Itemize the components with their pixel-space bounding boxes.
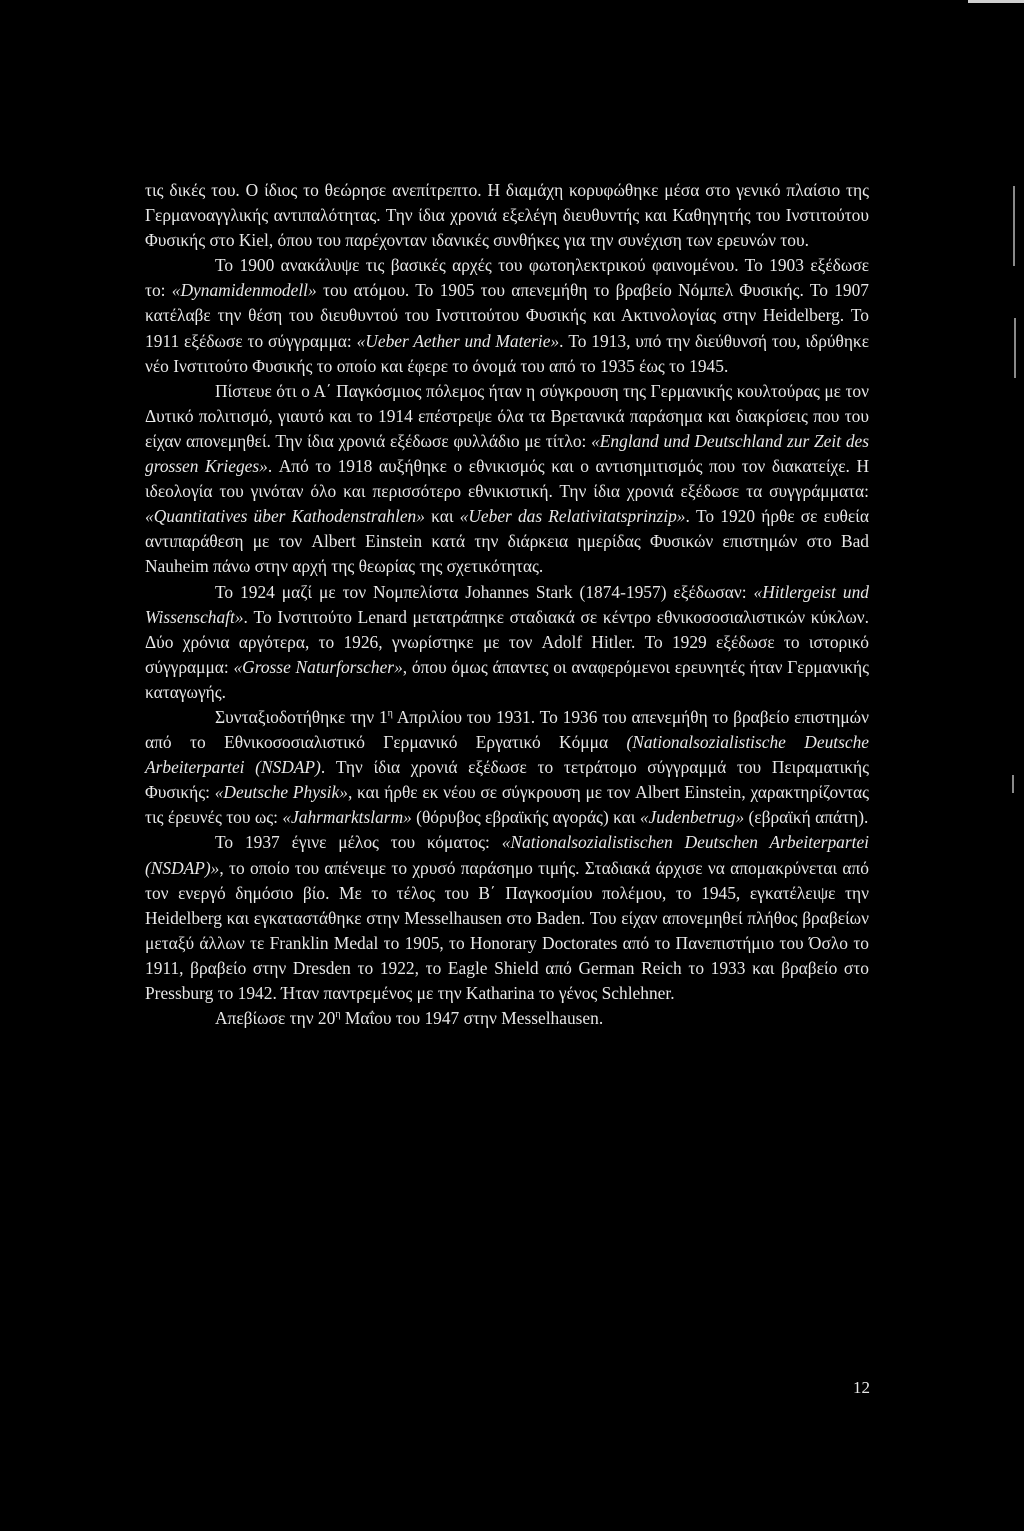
- text-run: (εβραϊκή απάτη).: [744, 807, 869, 828]
- italic-title: «Jahrmarktslarm»: [282, 807, 412, 828]
- text-run: (θόρυβος εβραϊκής αγοράς) και: [411, 807, 640, 828]
- ordinal-superscript: η: [387, 708, 393, 720]
- paragraph: [145, 178, 869, 253]
- italic-title: «Nationalsozialistischen Deutschen Arbeiterpartei (NSDAP)»: [145, 832, 870, 878]
- text-run: , όπου όμως άπαντες οι αναφερόμενοι ερευνητές ήταν Γερμανικής καταγωγής.: [145, 656, 870, 702]
- paragraph: [145, 830, 869, 1006]
- text-run: Πίστευε ότι ο Α΄ Παγκόσμιος πόλεμος ήταν η σύγκρουση της Γερμανικής κουλτούρας με τον Δυτικό πολιτισμό, γιαυτό και το 1914 επέστρεψε όλα τα Βρετανικά παράσημα και διακρίσεις που του είχαν απονεμηθεί. Την ίδια χρονιά εξέδωσε φυλλάδιο με τίτλο:: [145, 380, 869, 451]
- italic-title: (Nationalsozialistische Deutsche Arbeiterpartei (NSDAP): [145, 732, 869, 778]
- scan-edge-mark: [1012, 775, 1014, 793]
- scan-edge-mark: [1014, 318, 1016, 378]
- text-run: και: [424, 506, 460, 527]
- italic-title: «England und Deutschland zur Zeit des grossen Krieges»: [145, 430, 869, 477]
- text-run: , και ήρθε εκ νέου σε σύγκρουση με τον Albert Einstein, χαρακτηρίζοντας τις έρευνές του ως:: [145, 782, 869, 828]
- italic-title: «Hitlergeist und Wissenschaft»: [145, 581, 869, 627]
- text-run: τις δικές του. Ο ίδιος το θεώρησε ανεπίτρεπτο. Η διαμάχη κορυφώθηκε μέσα στο γενικό πλαίσιο της Γερμανοαγγλικής αντιπαλότητας. Την ίδια χρονιά εξελέγη διευθυντής και Καθηγητής του Ινστιτούτου Φυσικής στο Kiel, όπου του παρέχονταν ιδανικές συνθήκες για την συνέχιση των ερευνών του.: [145, 180, 869, 251]
- ordinal-superscript: η: [335, 1009, 341, 1021]
- text-run: Απεβίωσε την 20: [215, 1008, 336, 1029]
- paragraph: [145, 705, 869, 830]
- text-run: . Από το 1918 αυξήθηκε ο εθνικισμός και ο αντισημιτισμός που τον διακατείχε. Η ιδεολογία του γινόταν όλο και περισσότερο εθνικιστική. Την ίδια χρονιά εξέδωσε τα συγγράμματα:: [145, 456, 869, 502]
- text-run: Συνταξιοδοτήθηκε την 1: [215, 706, 388, 727]
- scan-edge-mark: [1013, 186, 1015, 266]
- text-run: . Το 1920 ήρθε σε ευθεία αντιπαράθεση με τον Albert Einstein κατά την διάρκεια ημερίδας Φυσικών επιστημών στο Bad Nauheim πάνω στην αρχή της θεωρίας της σχετικότητας.: [145, 506, 869, 577]
- text-run: Το 1937 έγινε μέλος του κόματος:: [215, 832, 502, 853]
- italic-title: «Deutsche Physik»: [214, 782, 348, 803]
- text-run: . Το 1913, υπό την διεύθυνσή του, ιδρύθηκε νέο Ινστιτούτο Φυσικής το οποίο και έφερε το όνομά του από το 1935 έως το 1945.: [145, 330, 869, 376]
- text-run: . Την ίδια χρονιά εξέδωσε το τετράτομο σύγγραμμά του Πειραματικής Φυσικής:: [145, 757, 869, 803]
- text-run: Το 1924 μαζί με τον Νομπελίστα Johannes Stark (1874-1957) εξέδωσαν:: [215, 581, 754, 602]
- italic-title: «Grosse Naturforscher»: [233, 656, 403, 677]
- italic-title: «Ueber das Relativitatsprinzip»: [459, 506, 686, 527]
- text-run: , το οποίο του απένειμε το χρυσό παράσημο τιμής. Σταδιακά άρχισε να απομακρύνεται από τον ενεργό δημόσιο βίο. Με το τέλος του Β΄ Παγκοσμίου πολέμου, το 1945, εγκατέλειψε την Heidelberg και εγκαταστάθηκε στην Messelhausen στο Baden. Του είχαν απονεμηθεί πλήθος βραβείων μεταξύ άλλων τε Franklin Medal το 1905, το Honorary Doctorates από το Πανεπιστήμιο του Όσλο το 1911, βραβείο στην Dresden το 1922, το Eagle Shield από German Reich το 1933 και βραβείο στο Pressburg το 1942. Ήταν παντρεμένος με την Katharina το γένος Schlehner.: [145, 857, 869, 1003]
- italic-title: «Quantitatives über Kathodenstrahlen»: [145, 506, 425, 527]
- italic-title: «Dynamidenmodell»: [171, 280, 317, 301]
- text-run: . Το Ινστιτούτο Lenard μετατράπηκε σταδιακά σε κέντρο εθνικοσοσιαλιστικών κύκλων. Δύο χρόνια αργότερα, το 1926, γνωρίστηκε με τον Adolf Hitler. Το 1929 εξέδωσε το ιστορικό σύγγραμμα:: [145, 606, 869, 677]
- page-number: 12: [853, 1378, 870, 1397]
- paragraph: [145, 379, 869, 580]
- text-run: του ατόμου. Το 1905 του απενεμήθη το βραβείο Νόμπελ Φυσικής. Το 1907 κατέλαβε την θέση του διευθυντού του Ινστιτούτου Φυσικής και Ακτινολογίας στην Heidelberg. Το 1911 εξέδωσε το σύγγραμμα:: [145, 280, 869, 351]
- document-body: [145, 178, 869, 1031]
- scan-edge-mark: [968, 0, 1024, 3]
- text-run: Το 1900 ανακάλυψε τις βασικές αρχές του φωτοηλεκτρικού φαινομένου. Το 1903 εξέδωσε το:: [145, 255, 869, 301]
- text-run: Μαΐου του 1947 στην Messelhausen.: [340, 1008, 604, 1029]
- paragraph: [145, 1006, 869, 1031]
- text-run: Απριλίου του 1931. Το 1936 του απενεμήθη το βραβείο επιστημών από το Εθνικοσοσιαλιστικό Γερμανικό Εργατικό Κόμμα: [145, 706, 869, 753]
- paragraph: [145, 253, 869, 378]
- italic-title: «Ueber Aether und Materie»: [356, 330, 560, 351]
- italic-title: «Judenbetrug»: [639, 807, 745, 828]
- paragraph: [145, 580, 869, 705]
